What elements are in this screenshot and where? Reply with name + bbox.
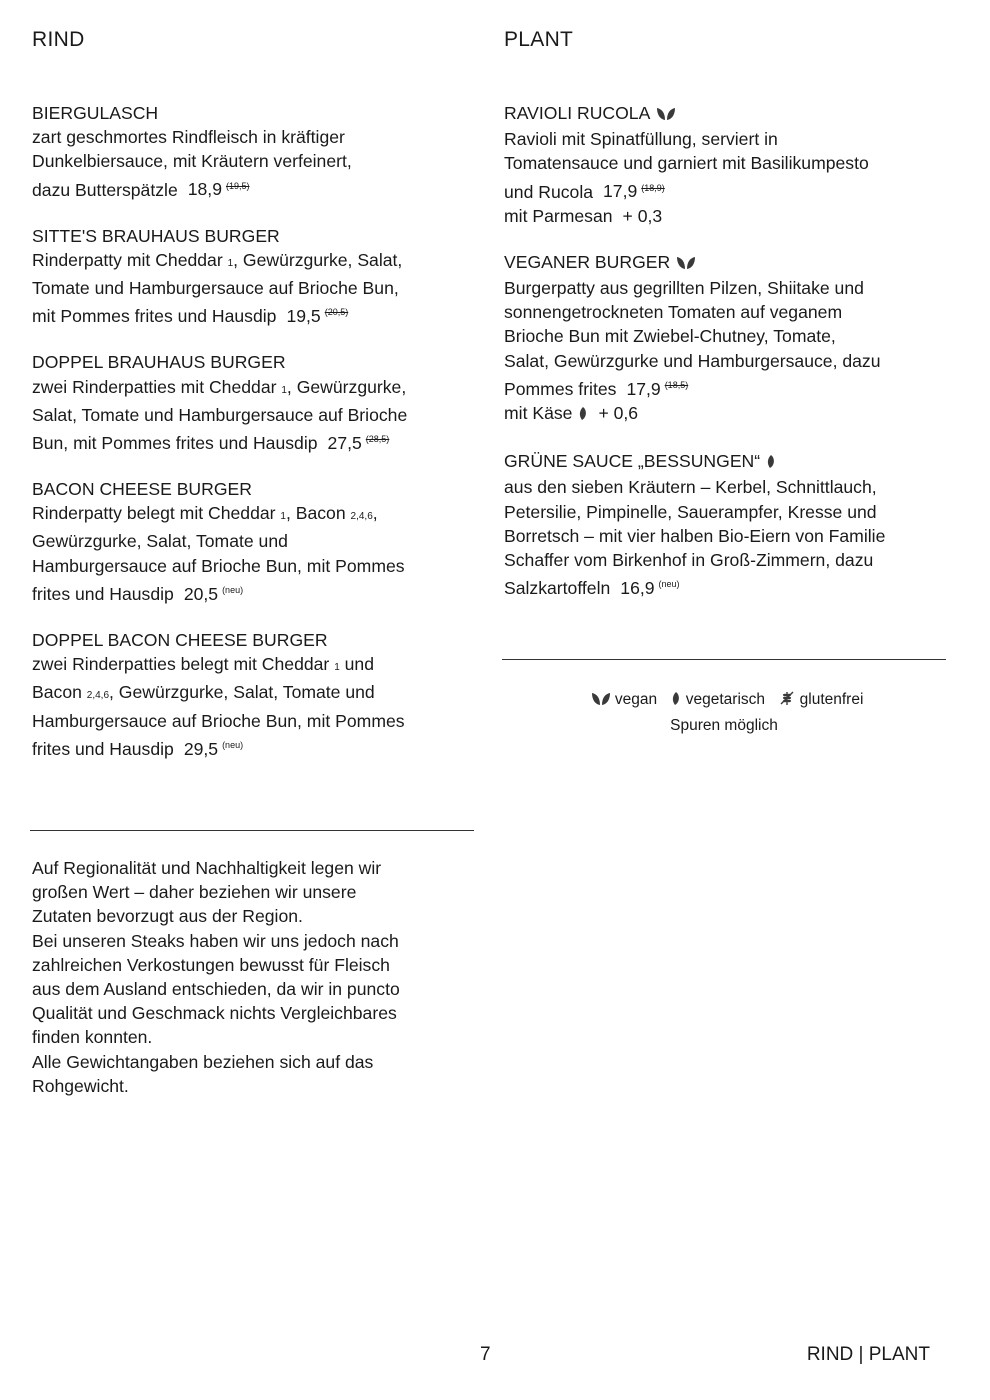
- plant-column: [504, 28, 954, 622]
- desc-part: , Gewürzgurke, Salat, Tomate und Hamburgersauce auf Brioche Bun, mit Pommes frites und Hausdip: [32, 376, 408, 453]
- item-price: 17,9: [603, 181, 638, 202]
- item-title: SITTE'S BRAUHAUS BURGER: [32, 225, 280, 246]
- rind-column: [32, 28, 482, 783]
- menu-item-doppel-bacon-cheese-burger: [32, 628, 482, 761]
- desc-part: Rinderpatty mit Cheddar: [32, 249, 228, 270]
- vegetarian-icon: [578, 403, 588, 427]
- legend-vegan-label: vegan: [614, 691, 658, 708]
- item-price: 19,5: [286, 306, 321, 327]
- divider-left: [30, 830, 474, 831]
- extra-label: mit Käse: [504, 402, 573, 423]
- section-title-rind: RIND: [32, 28, 85, 51]
- menu-item-bacon-cheese-burger: [32, 477, 482, 606]
- legend-row: [502, 688, 946, 714]
- footer-section-title: RIND | PLANT: [806, 1344, 930, 1365]
- item-title-text: GRÜNE SAUCE „BESSUNGEN“: [504, 451, 761, 472]
- regional-note: Auf Regionalität und Nachhaltigkeit legen wir großen Wert – daher beziehen wir unsere Zutaten bevorzugt aus der Region. Bei unseren Steaks haben wir uns jedoch nach zahlreichen Verkostungen bewusst für Fleisch aus dem Ausland entschieden, da wir in puncto Qualität und Geschmack nichts Vergleichbares finden konnten. Alle Gewichtangaben beziehen sich auf das Rohgewicht.: [32, 858, 400, 1096]
- desc-part: , Gewürzgurke, Salat, Tomate und Hamburgersauce auf Brioche Bun, mit Pommes frites und Hausdip: [32, 249, 403, 327]
- item-title: [504, 250, 954, 276]
- item-price: 29,5: [183, 738, 219, 759]
- item-price: 20,5: [183, 583, 219, 604]
- desc-part: , Bacon: [285, 503, 351, 524]
- item-title-text: RAVIOLI RUCOLA: [504, 103, 651, 123]
- item-price: 27,5: [327, 432, 362, 453]
- legend-traces: Spuren möglich: [670, 717, 778, 734]
- legend-vegetarian: [665, 691, 765, 708]
- new-tag: (neu): [222, 584, 244, 595]
- desc-part: zwei Rinderpatties mit Cheddar: [32, 376, 282, 397]
- item-price: 18,9: [187, 179, 222, 200]
- vegan-icon: [676, 252, 696, 276]
- item-old-price: (28,5): [365, 433, 390, 444]
- item-extra: [504, 401, 954, 427]
- menu-item-doppel-brauhaus-burger: [32, 350, 482, 455]
- desc-part: zwei Rinderpatties belegt mit Cheddar: [32, 654, 335, 675]
- item-title: BACON CHEESE BURGER: [32, 479, 252, 500]
- item-price: 16,9: [620, 578, 655, 599]
- item-title: DOPPEL BACON CHEESE BURGER: [32, 629, 328, 650]
- item-title: DOPPEL BRAUHAUS BURGER: [32, 352, 286, 373]
- item-title-text: VEGANER BURGER: [504, 251, 671, 272]
- allergen-code: 1: [280, 511, 286, 523]
- item-description: zart geschmortes Rindfleisch in kräftiger Dunkelbiersauce, mit Kräutern verfeinert, dazu Butterspätzle: [32, 127, 352, 200]
- extra-price: + 0,3: [622, 205, 663, 226]
- menu-item-gruene-sauce: [504, 449, 954, 600]
- desc-part: , Gewürzgurke, Salat, Tomate und Hamburgersauce auf Brioche Bun, mit Pommes frites und Hausdip: [32, 682, 405, 759]
- new-tag: (neu): [222, 739, 244, 750]
- allergen-code: 1: [334, 662, 340, 674]
- menu-item-biergulasch: [32, 101, 482, 202]
- item-old-price: (20,5): [324, 307, 349, 318]
- allergen-code: 1: [281, 384, 287, 396]
- item-title: BIERGULASCH: [32, 103, 159, 123]
- item-old-price: (18,5): [664, 379, 689, 390]
- item-title: [504, 101, 954, 127]
- item-description: Burgerpatty aus gegrillten Pilzen, Shiitake und sonnengetrockneten Tomaten auf veganem Brioche Bun mit Zwiebel-Chutney, Tomate, Salat, Gewürzgurke und Hamburgersauce, dazu Pommes frites: [504, 278, 881, 399]
- allergen-code: 1: [227, 257, 234, 269]
- item-extra: [504, 204, 954, 228]
- section-title-plant: PLANT: [504, 28, 574, 51]
- legend-glutenfree: [773, 691, 863, 708]
- desc-part: Rinderpatty belegt mit Cheddar: [32, 503, 281, 524]
- item-old-price: (19,5): [225, 180, 250, 191]
- menu-item-sittes-brauhaus-burger: [32, 224, 482, 329]
- vegetarian-icon: [671, 690, 681, 714]
- desc-part: , Gewürzgurke, Salat, Tomate und Hamburgersauce auf Brioche Bun, mit Pommes frites und Hausdip: [32, 503, 405, 604]
- item-description: [32, 654, 405, 758]
- item-old-price: (18,9): [641, 182, 665, 193]
- legend-glutenfree-label: glutenfrei: [799, 691, 864, 708]
- item-description: [32, 503, 405, 603]
- glutenfree-icon: [779, 690, 795, 714]
- divider-right: [502, 659, 946, 660]
- new-tag: (neu): [658, 579, 680, 590]
- vegan-icon: [591, 690, 611, 714]
- item-price: 17,9: [626, 378, 661, 399]
- legend-vegan: [585, 691, 658, 708]
- allergen-code: 2,4,6: [350, 511, 373, 523]
- menu-item-ravioli-rucola: [504, 101, 954, 228]
- item-description: aus den sieben Kräutern – Kerbel, Schnittlauch, Petersilie, Pimpinelle, Sauerampfer, Kresse und Borretsch – mit vier halben Bio-Eiern von Familie Schaffer vom Birkenhof in Groß-Zimmern, dazu Salzkartoffeln: [504, 477, 886, 599]
- vegan-icon: [656, 103, 676, 127]
- item-description: Ravioli mit Spinatfüllung, serviert in Tomatensauce und garniert mit Basilikumpesto und Rucola: [504, 129, 869, 202]
- legend-vegetarian-label: vegetarisch: [685, 691, 766, 708]
- extra-label: mit Parmesan: [504, 205, 613, 226]
- item-title: [504, 449, 954, 475]
- legend: [502, 688, 946, 738]
- page-number: 7: [480, 1344, 491, 1365]
- allergen-code: 2,4,6: [86, 690, 110, 702]
- menu-item-veganer-burger: [504, 250, 954, 427]
- vegetarian-icon: [766, 451, 776, 475]
- extra-price: + 0,6: [598, 402, 639, 423]
- desc-part: und Bacon: [32, 654, 374, 703]
